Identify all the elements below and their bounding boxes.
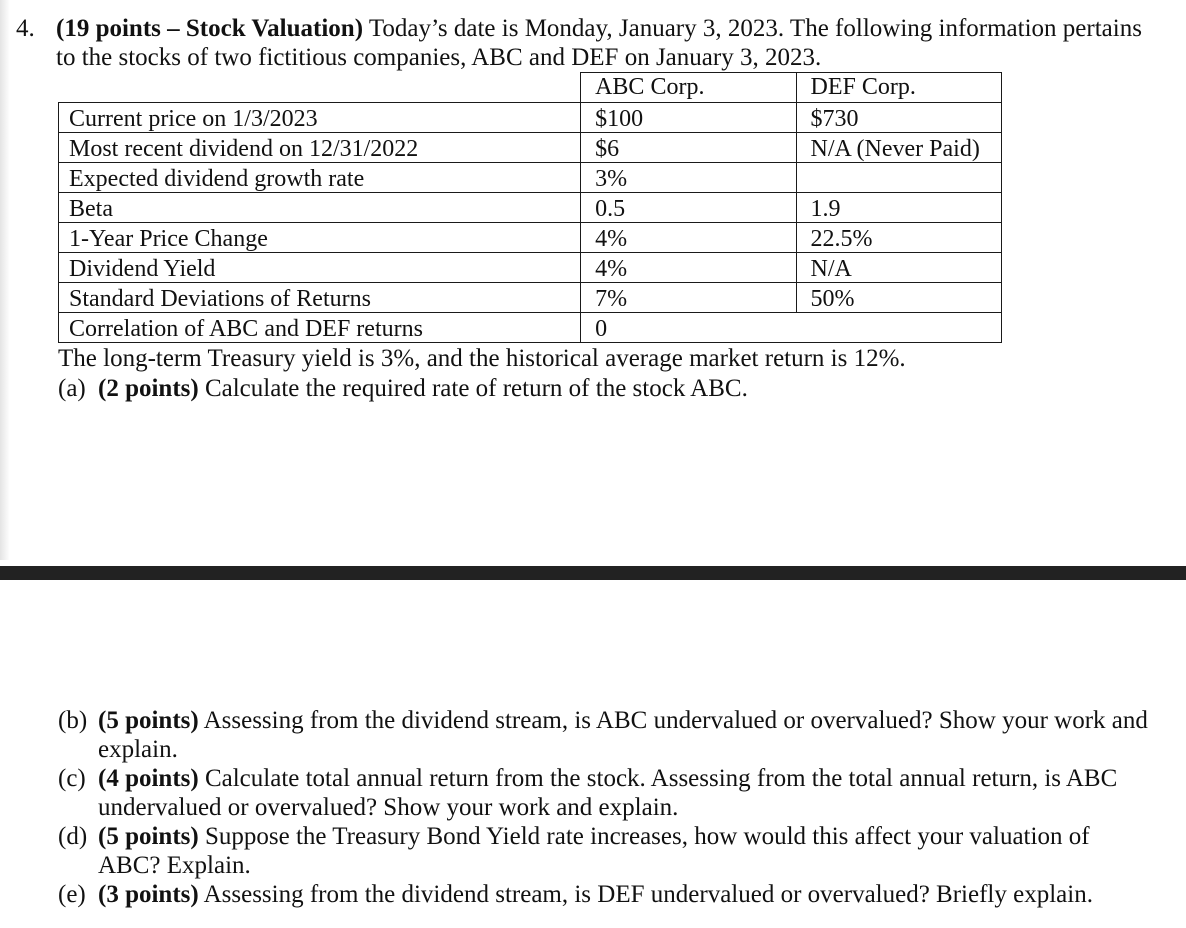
part-text-line-2: ABC? Explain. <box>98 852 251 879</box>
table-cell-def: $730 <box>796 103 1001 133</box>
table-row <box>59 313 1002 343</box>
table-cell-correlation: 0 <box>581 313 1002 343</box>
part-a-points: (2 points) <box>98 375 199 402</box>
table-row <box>59 193 1002 223</box>
table-cell-abc: $6 <box>581 133 796 163</box>
table-cell-label: Correlation of ABC and DEF returns <box>59 313 581 343</box>
part-text-line-1: Assessing from the dividend stream, is DEF undervalued or overvalued? Briefly explain. <box>198 881 1093 908</box>
stock-data-table <box>58 72 1002 343</box>
part-text-line-2: explain. <box>98 736 178 763</box>
table-cell-def: 22.5% <box>796 223 1001 253</box>
table-cell-label: Dividend Yield <box>59 253 581 283</box>
table-cell-def: 50% <box>796 283 1001 313</box>
table-cell-abc: 7% <box>581 283 796 313</box>
part-points: (5 points) <box>98 823 199 850</box>
document-page-bottom <box>0 580 1186 928</box>
part-text-line-2: undervalued or overvalued? Show your work and explain. <box>98 794 679 821</box>
question-part <box>58 822 1168 880</box>
table-cell-def: N/A (Never Paid) <box>796 133 1001 163</box>
question-part <box>58 880 1168 909</box>
table-cell-label: Most recent dividend on 12/31/2022 <box>59 133 581 163</box>
table-header-row <box>59 73 1002 103</box>
table-header-def: DEF Corp. <box>796 73 1001 103</box>
table-header-cell <box>59 73 581 103</box>
table-header-abc: ABC Corp. <box>581 73 796 103</box>
part-text-line-1: Suppose the Treasury Bond Yield rate increases, how would this affect your valuation of <box>198 823 1090 850</box>
table-row <box>59 133 1002 163</box>
table-row <box>59 223 1002 253</box>
table-cell-label: Beta <box>59 193 581 223</box>
part-points: (3 points) <box>98 881 199 908</box>
question-part <box>58 706 1168 764</box>
table-cell-label: Current price on 1/3/2023 <box>59 103 581 133</box>
page-divider <box>0 566 1186 580</box>
part-label: (c) <box>58 765 86 792</box>
context-line: The long-term Treasury yield is 3%, and the historical average market return is 12%. <box>58 345 906 372</box>
table-row <box>59 253 1002 283</box>
table-cell-abc: $100 <box>581 103 796 133</box>
table-cell-label: Expected dividend growth rate <box>59 163 581 193</box>
table-cell-label: 1-Year Price Change <box>59 223 581 253</box>
table-row <box>59 163 1002 193</box>
intro-line-2: to the stocks of two fictitious companies, ABC and DEF on January 3, 2023. <box>56 44 822 71</box>
part-label: (d) <box>58 823 88 850</box>
part-a-label: (a) <box>58 375 86 402</box>
part-a-text: Calculate the required rate of return of the stock ABC. <box>198 375 748 402</box>
table-cell-def: N/A <box>796 253 1001 283</box>
part-label: (e) <box>58 881 86 908</box>
part-text-line-1: Calculate total annual return from the stock. Assessing from the total annual return, is ABC <box>198 765 1118 792</box>
table-cell-abc: 0.5 <box>581 193 796 223</box>
question-part <box>58 764 1168 822</box>
part-points: (5 points) <box>98 707 199 734</box>
part-label: (b) <box>58 707 88 734</box>
question-intro <box>56 14 1176 72</box>
table-cell-abc: 4% <box>581 223 796 253</box>
question-title: (19 points – Stock Valuation) <box>56 15 364 42</box>
part-points: (4 points) <box>98 765 199 792</box>
part-text-line-1: Assessing from the dividend stream, is ABC undervalued or overvalued? Show your work and <box>198 707 1148 734</box>
table-row <box>59 103 1002 133</box>
table-cell-def: 1.9 <box>796 193 1001 223</box>
question-parts <box>58 706 1168 909</box>
table-cell-label: Standard Deviations of Returns <box>59 283 581 313</box>
question-number: 4. <box>16 15 35 42</box>
table-cell-def <box>796 163 1001 193</box>
part-a <box>58 374 1158 404</box>
table-cell-abc: 4% <box>581 253 796 283</box>
table-cell-abc: 3% <box>581 163 796 193</box>
intro-line-1: Today’s date is Monday, January 3, 2023. The following information pertains <box>363 15 1142 42</box>
table-row <box>59 283 1002 313</box>
question-context <box>58 344 1158 404</box>
